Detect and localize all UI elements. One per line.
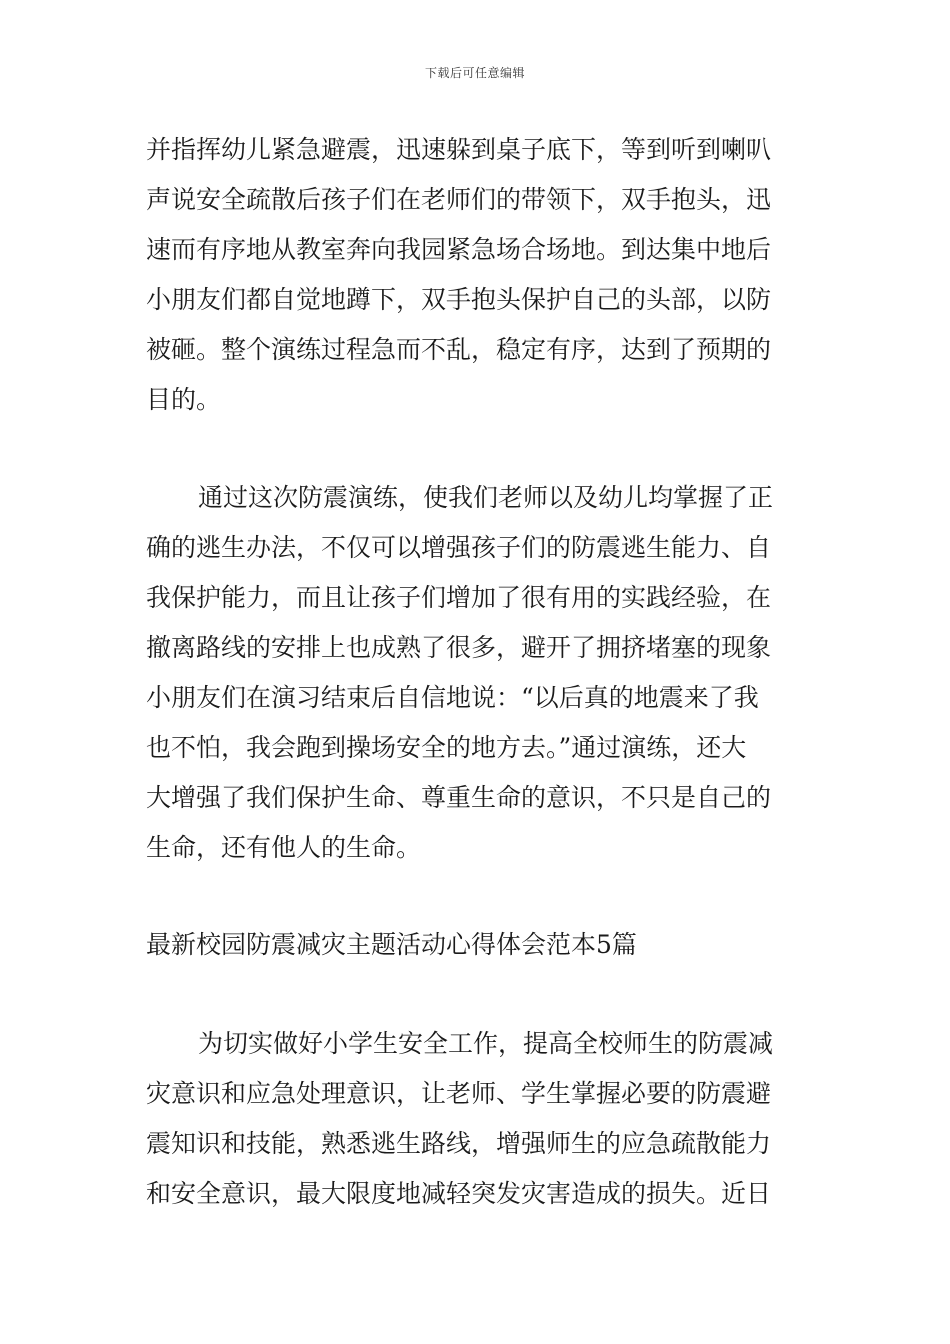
text-line: 我保护能力，而且让孩子们增加了很有用的实践经验，在	[146, 583, 772, 612]
text-line: 撤离路线的安排上也成熟了很多，避开了拥挤堵塞的现象	[146, 633, 772, 662]
text-line: 速而有序地从教室奔向我园紧急场合场地。到达集中地后	[146, 235, 772, 264]
page-header: 下载后可任意编辑	[424, 66, 525, 80]
text-line: 并指挥幼儿紧急避震，迅速躲到桌子底下，等到听到喇叭	[146, 135, 772, 164]
text-line: 被砸。整个演练过程急而不乱，稳定有序，达到了预期的	[146, 335, 772, 364]
text-line: 震知识和技能，熟悉逃生路线，增强师生的应急疏散能力	[146, 1129, 772, 1158]
text-line: 小朋友们都自觉地蹲下，双手抱头保护自己的头部，以防	[146, 285, 772, 314]
text-line: 大增强了我们保护生命、尊重生命的意识，不只是自己的	[146, 783, 772, 812]
text-line: 确的逃生办法，不仅可以增强孩子们的防震逃生能力、自	[146, 533, 772, 562]
text-line: 声说安全疏散后孩子们在老师们的带领下，双手抱头，迅	[146, 185, 772, 214]
section-title: 最新校园防震减灾主题活动心得体会范本5篇	[146, 930, 637, 959]
text-line: 通过这次防震演练，使我们老师以及幼儿均掌握了正	[198, 483, 774, 512]
text-line: 生命，还有他人的生命。	[146, 833, 422, 862]
text-line: 为切实做好小学生安全工作，提高全校师生的防震减	[198, 1029, 774, 1058]
text-line: 小朋友们在演习结束后自信地说：“以后真的地震来了我	[146, 683, 759, 712]
text-line: 目的。	[146, 385, 222, 414]
text-line: 也不怕，我会跑到操场安全的地方去。”通过演练，还大	[146, 733, 747, 762]
text-line: 和安全意识，最大限度地减轻突发灾害造成的损失。近日	[146, 1179, 772, 1208]
text-line: 灾意识和应急处理意识，让老师、学生掌握必要的防震避	[146, 1079, 772, 1108]
